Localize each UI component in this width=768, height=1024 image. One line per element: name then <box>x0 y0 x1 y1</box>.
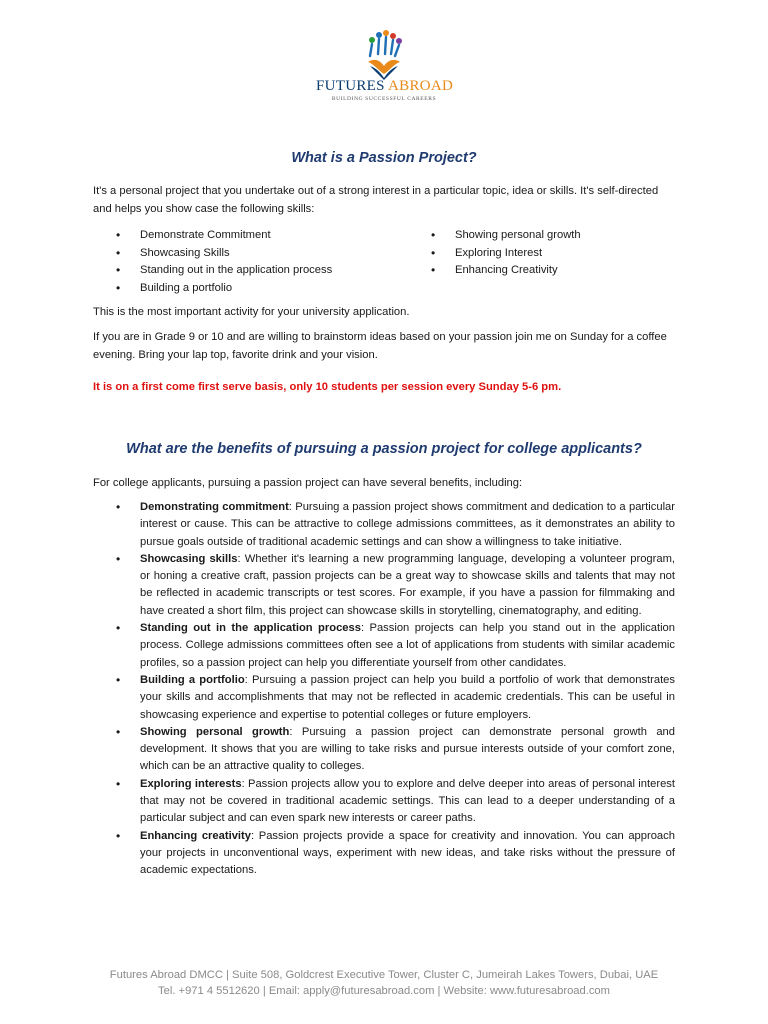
benefit-text: : Passion projects allow you to explore and delve deeper into areas of personal interest that may not be covered in traditional academic settings. This can lead to a deeper understanding of a particular subject and can even spark new interests or career paths. <box>140 777 675 825</box>
footer-contact: Tel. +971 4 5512620 | Email: apply@futuresabroad.com | Website: www.futuresabroad.com <box>158 985 610 997</box>
benefit-term: Enhancing creativity <box>140 829 251 842</box>
footer-address: Futures Abroad DMCC | Suite 508, Goldcrest Executive Tower, Cluster C, Jumeirah Lakes Towers, Dubai, UAE <box>109 969 659 981</box>
benefit-item <box>116 828 675 880</box>
benefit-item <box>116 551 675 620</box>
benefit-item <box>116 724 675 776</box>
benefits-list <box>116 499 675 880</box>
section2-intro: For college applicants, pursuing a passion project can have several benefits, including: <box>93 477 523 489</box>
benefit-text: : Pursuing a passion project can demonstrate personal growth and development. It shows that you are willing to take risks and pursue interests outside of your comfort zone, which can be an attractive quality to colleges. <box>140 725 675 773</box>
logo-name-accent: ABROAD <box>388 78 454 94</box>
skills-list-left <box>116 227 332 297</box>
session-notice: It is on a first come first serve basis, only 10 students per session every Sunday 5-6 pm. <box>93 381 562 393</box>
section1-intro: It's a personal project that you undertake out of a strong interest in a particular topic, idea or skills. It's self-directed and helps you show case the following skills: <box>93 185 659 215</box>
logo-tagline: BUILDING SUCCESSFUL CAREERS <box>331 96 437 102</box>
list-item: • Showcasing Skills <box>116 245 332 263</box>
benefit-term: Showcasing skills <box>140 552 238 565</box>
benefit-text: : Whether it's learning a new programming language, developing a volunteer program, or honing a creative craft, passion projects can be a great way to showcase skills and talents that may not be reflected in academic transcripts or test scores. For example, if you have a passion for filmmaking and have created a short film, this project can showcase skills in storytelling, cinematography, and editing. <box>140 552 676 617</box>
list-item: • Exploring Interest <box>431 245 581 263</box>
benefit-text: : Passion projects provide a space for creativity and innovation. You can approach your projects in unconventional ways, experiment with new ideas, and take risks without the pressure of academic expectations. <box>140 829 675 877</box>
futures-abroad-logo <box>316 30 452 108</box>
tree-people-icon <box>360 30 408 82</box>
benefit-item <box>116 620 675 672</box>
logo-name-main: FUTURES <box>316 78 389 94</box>
important-note: This is the most important activity for your university application. <box>93 306 410 318</box>
benefit-item <box>116 672 675 724</box>
section1-title: What is a Passion Project? <box>291 150 477 166</box>
list-item: • Enhancing Creativity <box>431 262 581 280</box>
logo-wordmark <box>316 78 452 95</box>
benefit-term: Exploring interests <box>140 777 242 790</box>
list-item: • Building a portfolio <box>116 280 332 298</box>
list-item: • Standing out in the application process <box>116 262 332 280</box>
benefit-item <box>116 499 675 551</box>
benefit-item <box>116 776 675 828</box>
benefit-term: Building a portfolio <box>140 673 245 686</box>
benefit-text: : Pursuing a passion project can help you build a portfolio of work that demonstrates your skills and accomplishments that may not be reflected in academic credentials. This can be useful in showcasing experience and expertise to potential colleges or future employers. <box>140 673 675 721</box>
benefit-term: Standing out in the application process <box>140 622 361 635</box>
benefit-text: : Pursuing a passion project shows commitment and dedication to a particular interest or cause. This can be attractive to college admissions committees, as it demonstrates an ability to pursue goals outside of traditional academic settings and can show a willingness to take initiative. <box>140 501 675 548</box>
grade-invitation: If you are in Grade 9 or 10 and are willing to brainstorm ideas based on your passion join me on Sunday for a coffee evening. Bring your lap top, favorite drink and your vision. <box>93 331 667 361</box>
list-item: • Demonstrate Commitment <box>116 227 332 245</box>
benefit-text: : Passion projects can help you stand out in the application process. College admissions committees often see a lot of applications from students with similar academic profiles, so a passion project can help you differentiate yourself from other candidates. <box>140 622 675 669</box>
benefit-term: Demonstrating commitment <box>140 501 289 513</box>
skills-list-right <box>431 227 581 280</box>
benefit-term: Showing personal growth <box>140 725 290 738</box>
section2-title: What are the benefits of pursuing a passion project for college applicants? <box>126 441 642 457</box>
list-item: • Showing personal growth <box>431 227 581 245</box>
